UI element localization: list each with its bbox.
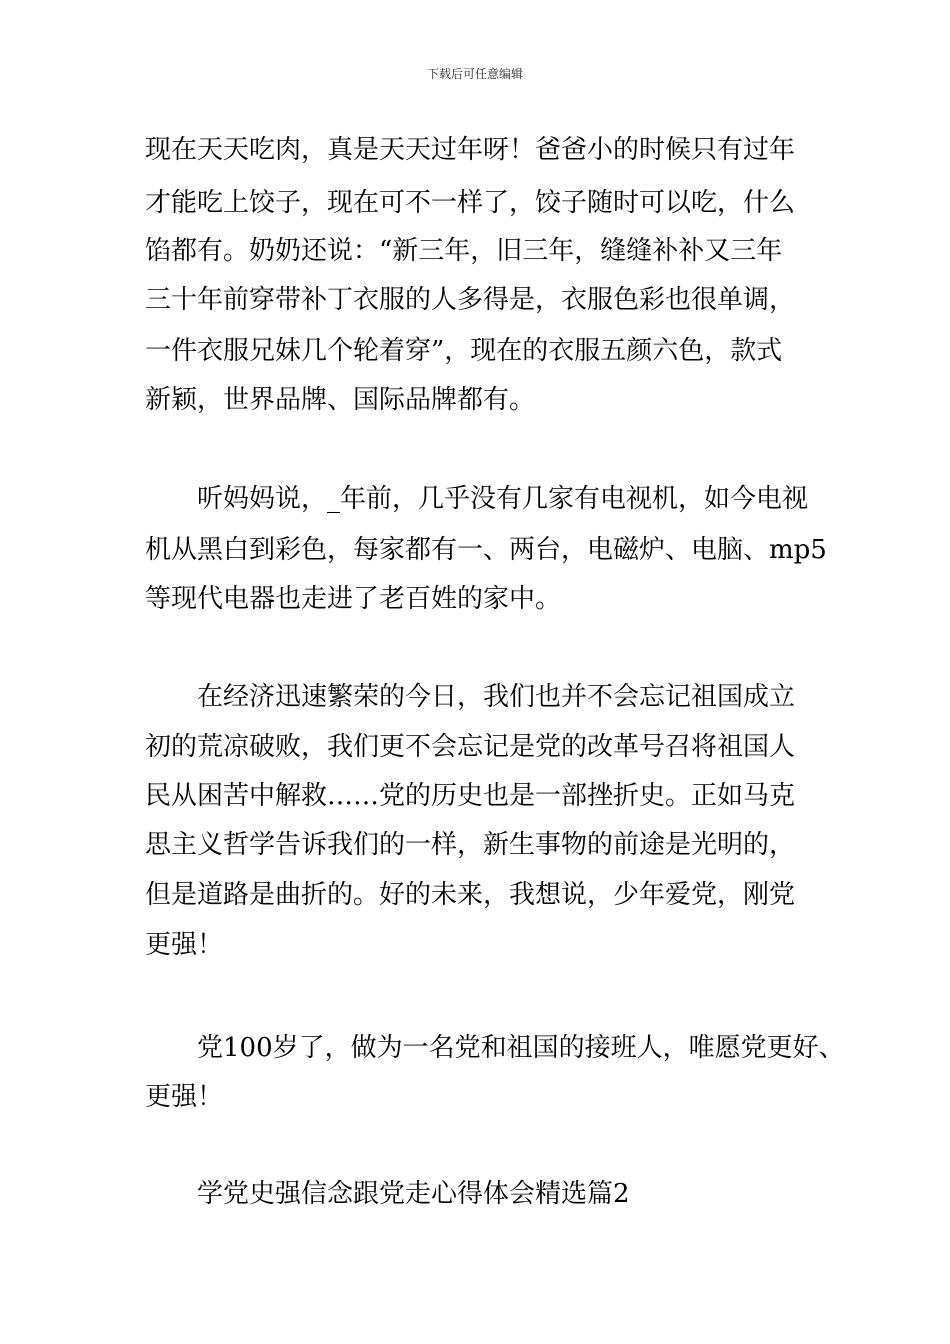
paragraph-2-line-1: 听妈妈说，_年前，几乎没有几家有电视机，如今电视 — [197, 484, 809, 514]
paragraph-1-line-5: 一件衣服兄妹几个轮着穿”，现在的衣服五颜六色，款式 — [145, 336, 783, 366]
paragraph-3-line-2: 初的荒凉破败，我们更不会忘记是党的改革号召将祖国人 — [145, 732, 796, 762]
paragraph-1-line-1: 现在天天吃肉，真是天天过年呀！爸爸小的时候只有过年 — [145, 135, 796, 165]
paragraph-3-line-3: 民从困苦中解救……党的历史也是一部挫折史。正如马克 — [145, 781, 796, 811]
page-header: 下载后可任意编辑 — [426, 67, 523, 81]
paragraph-4-line-1: 党100岁了，做为一名党和祖国的接班人，唯愿党更好、 — [197, 1033, 845, 1063]
paragraph-2-line-2: 机从黑白到彩色，每家都有一、两台，电磁炉、电脑、mp5 — [145, 535, 827, 565]
section-heading: 学党史强信念跟党走心得体会精选篇2 — [197, 1179, 630, 1209]
paragraph-1-line-2: 才能吃上饺子，现在可不一样了，饺子随时可以吃，什么 — [145, 188, 796, 218]
paragraph-2-line-3: 等现代电器也走进了老百姓的家中。 — [145, 584, 562, 614]
paragraph-1-line-6: 新颖，世界品牌、国际品牌都有。 — [145, 385, 536, 415]
paragraph-3-line-4: 思主义哲学告诉我们的一样，新生事物的前途是光明的， — [145, 830, 796, 860]
paragraph-3-line-1: 在经济迅速繁荣的今日，我们也并不会忘记祖国成立 — [197, 682, 796, 712]
paragraph-3-line-5: 但是道路是曲折的。好的未来，我想说，少年爱党，刚党 — [145, 880, 796, 910]
paragraph-4-line-2: 更强！ — [145, 1082, 224, 1112]
paragraph-1-line-4: 三十年前穿带补丁衣服的人多得是，衣服色彩也很单调， — [145, 285, 796, 315]
paragraph-1-line-3: 馅都有。奶奶还说：“新三年，旧三年，缝缝补补又三年 — [145, 236, 783, 266]
paragraph-3-line-6: 更强！ — [145, 930, 224, 960]
